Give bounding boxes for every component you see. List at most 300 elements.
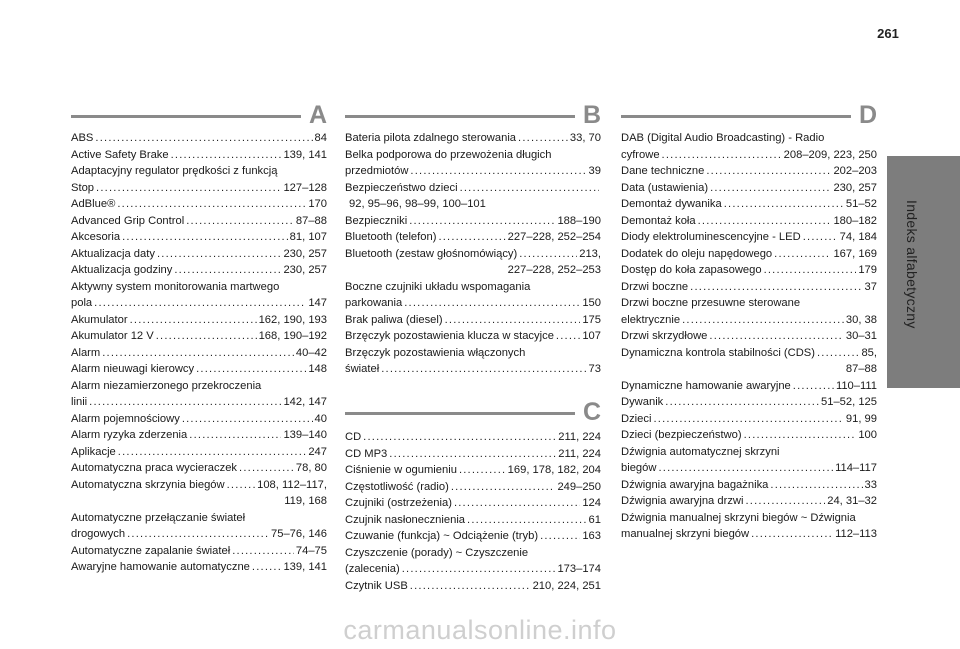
- dot-leader: [745, 493, 825, 510]
- entry-pages: 150: [582, 297, 601, 309]
- entry-pages: 40–42: [295, 346, 327, 359]
- entry-term: Dynamiczne hamowanie awaryjne: [621, 379, 791, 392]
- index-entry: [345, 545, 601, 578]
- index-entry: [345, 213, 601, 230]
- dot-leader: [239, 460, 294, 477]
- entry-pages: 175: [582, 313, 601, 326]
- index-entry: [71, 477, 327, 510]
- entry-row: [621, 411, 877, 428]
- entry-term-line: Belka podporowa do przewożenia długich: [345, 148, 552, 161]
- entry-pages: 110–111: [835, 379, 877, 392]
- entry-pages: 168, 190–192: [258, 330, 327, 342]
- entry-pages: 249–250: [557, 480, 601, 493]
- dot-leader: [438, 229, 505, 246]
- index-entry: [71, 378, 327, 411]
- index-entry: [71, 312, 327, 329]
- dot-leader: [174, 262, 281, 279]
- entry-pages: 188–190: [557, 214, 601, 227]
- index-entry: [621, 444, 877, 477]
- entry-row: [345, 528, 601, 545]
- entry-term: Dodatek do oleju napędowego: [621, 247, 773, 260]
- entry-term-line: Dźwignia manualnej skrzyni biegów ~ Dźwignia: [621, 511, 856, 524]
- index-list-a: [71, 130, 327, 576]
- entry-pages: 139–140: [283, 429, 327, 441]
- entry-term-line: Dźwignia automatycznej skrzyni: [621, 445, 780, 458]
- dot-leader: [89, 394, 281, 411]
- index-entry: [71, 229, 327, 246]
- entry-pages: 213,: [579, 247, 601, 260]
- entry-term: Czujnik nasłonecznienia: [345, 513, 466, 526]
- entry-term: Dywanik: [621, 396, 664, 408]
- dot-leader: [690, 279, 862, 296]
- entry-term: cyfrowe: [621, 148, 660, 161]
- entry-term: biegów: [621, 462, 657, 474]
- index-list-c: [345, 429, 601, 594]
- index-entry: [71, 196, 327, 213]
- dot-leader: [102, 345, 294, 362]
- entry-row: [345, 479, 601, 496]
- dot-leader: [156, 328, 257, 345]
- entry-row: [345, 246, 601, 263]
- entry-row: [621, 394, 877, 411]
- entry-term: Demontaż dywanika: [621, 198, 722, 210]
- dot-leader: [459, 462, 506, 479]
- index-entry: [345, 328, 601, 345]
- entry-row: [345, 429, 601, 446]
- page-number: 261: [877, 26, 899, 41]
- entry-pages: 170: [308, 198, 327, 210]
- entry-term-line: DAB (Digital Audio Broadcasting) - Radio: [621, 132, 825, 144]
- entry-term: drogowych: [71, 528, 126, 540]
- dot-leader: [389, 446, 556, 463]
- index-entry: [71, 246, 327, 263]
- dot-leader: [157, 246, 281, 263]
- dot-leader: [196, 361, 306, 378]
- entry-row: [621, 196, 877, 213]
- entry-pages: 114–117: [835, 462, 877, 474]
- entry-row: [71, 526, 327, 543]
- dot-leader: [706, 163, 831, 180]
- index-entry: [621, 246, 877, 263]
- entry-term: Akumulator 12 V: [71, 330, 154, 342]
- entry-row: [71, 328, 327, 345]
- index-entry: [621, 477, 877, 494]
- entry-term: Czuwanie (funkcja) ~ Odciążenie (tryb): [345, 530, 539, 542]
- entry-term-line: Boczne czujniki układu wspomagania: [345, 280, 531, 293]
- section-letter: D: [858, 101, 877, 129]
- entry-pages: 230, 257: [283, 247, 327, 260]
- index-entry: [71, 147, 327, 164]
- entry-pages: 230, 257: [283, 264, 327, 276]
- entry-row: [345, 578, 601, 595]
- dot-leader: [519, 246, 577, 263]
- entry-term: Częstotliwość (radio): [345, 480, 449, 493]
- entry-row: [621, 163, 877, 180]
- dot-leader: [381, 361, 586, 378]
- dot-leader: [709, 328, 843, 345]
- dot-leader: [710, 180, 831, 197]
- index-entry: [621, 196, 877, 213]
- dot-leader: [95, 130, 312, 147]
- index-entry: [71, 130, 327, 147]
- dot-leader: [817, 345, 859, 362]
- entry-pages: 227–228, 252–254: [507, 231, 601, 243]
- entry-pages: 91, 99: [845, 412, 877, 425]
- entry-term: Brak paliwa (diesel): [345, 313, 443, 326]
- index-entry: [345, 279, 601, 312]
- dot-leader: [540, 528, 580, 545]
- entry-row: [71, 477, 327, 494]
- entry-term: Dźwignia awaryjna drzwi: [621, 495, 744, 507]
- entry-term: Diody elektroluminescencyjne - LED: [621, 231, 801, 243]
- dot-leader: [182, 411, 313, 428]
- dot-leader: [94, 295, 306, 312]
- dot-leader: [744, 427, 857, 444]
- entry-row: [71, 559, 327, 576]
- entry-pages-continued: 227–228, 252–253: [507, 264, 601, 276]
- entry-row: [621, 477, 877, 494]
- index-entry: [621, 427, 877, 444]
- entry-row: [621, 213, 877, 230]
- entry-pages: 51–52: [845, 198, 877, 210]
- entry-pages: 85,: [861, 346, 877, 359]
- index-entry: [71, 411, 327, 428]
- dot-leader: [118, 444, 307, 461]
- dot-leader: [451, 479, 556, 496]
- entry-row: [71, 312, 327, 329]
- entry-pages: 40: [314, 412, 327, 425]
- entry-term: Automatyczna praca wycieraczek: [71, 462, 238, 474]
- entry-term: Automatyczne zapalanie świateł: [71, 544, 231, 557]
- entry-term: Active Safety Brake: [71, 148, 169, 161]
- entry-row: [621, 328, 877, 345]
- dot-leader: [171, 147, 282, 164]
- index-entry: [621, 493, 877, 510]
- entry-term-line: Aktywny system monitorowania martwego: [71, 280, 280, 293]
- entry-term: Czytnik USB: [345, 579, 408, 592]
- entry-pages-continued: 119, 168: [284, 495, 327, 507]
- entry-row: [621, 460, 877, 477]
- entry-term: parkowania: [345, 297, 403, 309]
- dot-leader: [363, 429, 556, 446]
- index-entry: [345, 180, 601, 213]
- entry-term: ABS: [71, 132, 94, 144]
- entry-row: [345, 180, 601, 197]
- entry-row: [345, 328, 601, 345]
- index-entry: [71, 345, 327, 362]
- entry-row: [345, 213, 601, 230]
- entry-row: [71, 213, 327, 230]
- entry-term: (zalecenia): [345, 563, 400, 575]
- entry-pages: 112–113: [835, 528, 877, 540]
- index-entry: [621, 394, 877, 411]
- index-entry: [621, 180, 877, 197]
- index-entry: [71, 460, 327, 477]
- entry-pages: 210, 224, 251: [532, 579, 601, 592]
- entry-pages: 74, 184: [839, 231, 877, 243]
- dot-leader: [130, 312, 257, 329]
- entry-pages: 211, 224: [558, 447, 601, 460]
- entry-pages: 30–31: [845, 330, 877, 342]
- entry-pages: 162, 190, 193: [258, 313, 327, 326]
- entry-term: Bateria pilota zdalnego sterowania: [345, 132, 517, 144]
- dot-leader: [454, 495, 580, 512]
- dot-leader: [803, 229, 838, 246]
- entry-term: Dane techniczne: [621, 165, 705, 177]
- section-a-header: [71, 103, 327, 129]
- entry-term: Aplikacje: [71, 445, 116, 458]
- entry-pages: 127–128: [283, 181, 327, 194]
- dot-leader: [117, 196, 306, 213]
- entry-term-line: Czyszczenie (porady) ~ Czyszczenie: [345, 546, 529, 559]
- entry-pages: 75–76, 146: [271, 528, 327, 540]
- index-entry: [345, 229, 601, 246]
- entry-pages: 179: [858, 264, 877, 276]
- section-c-header: [345, 400, 601, 426]
- entry-pages: 211, 224: [558, 431, 601, 443]
- entry-term: Dzieci (bezpieczeństwo): [621, 429, 742, 441]
- dot-leader: [96, 180, 281, 197]
- entry-row: [71, 295, 327, 312]
- entry-pages: 39: [588, 165, 601, 177]
- entry-term-line: Drzwi boczne przesuwne sterowane: [621, 297, 801, 309]
- entry-pages: 33: [864, 478, 877, 491]
- dot-leader: [724, 196, 844, 213]
- dot-leader: [556, 328, 580, 345]
- entry-pages: 37: [864, 280, 877, 293]
- entry-pages: 124: [582, 497, 601, 509]
- index-entry: [621, 378, 877, 395]
- entry-pages: 142, 147: [283, 396, 327, 408]
- entry-row: [621, 229, 877, 246]
- entry-term-line: Brzęczyk pozostawienia włączonych: [345, 346, 526, 359]
- entry-term: Bezpieczeństwo dzieci: [345, 181, 458, 194]
- entry-term: Alarm pojemnościowy: [71, 412, 180, 425]
- entry-pages: 147: [308, 297, 327, 309]
- index-entry: [621, 279, 877, 296]
- dot-leader: [409, 213, 555, 230]
- index-entry: [621, 262, 877, 279]
- dot-leader: [658, 460, 833, 477]
- index-entry: [345, 312, 601, 329]
- entry-row: [345, 163, 601, 180]
- entry-pages: 247: [308, 445, 327, 458]
- index-entry: [621, 411, 877, 428]
- entry-pages: 208–209, 223, 250: [783, 148, 877, 161]
- entry-term: Czujniki (ostrzeżenia): [345, 497, 452, 509]
- entry-pages-continued: 92, 95–96, 98–99, 100–101: [349, 198, 486, 210]
- index-entry: [621, 510, 877, 543]
- entry-row: [71, 427, 327, 444]
- section-letter: C: [582, 398, 601, 426]
- entry-row: [71, 543, 327, 560]
- index-entry: [345, 246, 601, 279]
- entry-term: Dynamiczna kontrola stabilności (CDS): [621, 346, 815, 359]
- entry-row: [345, 446, 601, 463]
- entry-term: Awaryjne hamowanie automatyczne: [71, 561, 250, 573]
- dot-leader: [232, 543, 294, 560]
- entry-row: [621, 180, 877, 197]
- entry-pages: 33, 70: [569, 132, 601, 144]
- entry-term: pola: [71, 297, 93, 309]
- entry-row: [71, 411, 327, 428]
- index-entry: [345, 130, 601, 147]
- entry-row: [621, 493, 877, 510]
- dot-leader: [662, 147, 782, 164]
- index-entry: [71, 213, 327, 230]
- entry-term: Alarm ryzyka zderzenia: [71, 429, 188, 441]
- index-entry: [621, 328, 877, 345]
- entry-term: Drzwi skrzydłowe: [621, 330, 708, 342]
- entry-pages: 202–203: [833, 165, 877, 177]
- entry-pages: 74–75: [295, 544, 327, 557]
- entry-term: Stop: [71, 181, 95, 194]
- entry-term: Aktualizacja daty: [71, 247, 155, 260]
- index-entry: [71, 510, 327, 543]
- index-entry: [345, 345, 601, 378]
- index-entry: [345, 479, 601, 496]
- dot-leader: [189, 427, 281, 444]
- entry-row: [345, 229, 601, 246]
- dot-leader: [410, 163, 586, 180]
- entry-term-line: Alarm niezamierzonego przekroczenia: [71, 379, 262, 392]
- entry-pages: 51–52, 125: [821, 396, 877, 408]
- entry-row: [345, 295, 601, 312]
- index-entry: [621, 163, 877, 180]
- dot-leader: [227, 477, 256, 494]
- dot-leader: [445, 312, 581, 329]
- dot-leader: [774, 246, 831, 263]
- index-entry: [71, 279, 327, 312]
- entry-term: Dostęp do koła zapasowego: [621, 264, 762, 276]
- entry-row: [71, 147, 327, 164]
- entry-row: [345, 495, 601, 512]
- entry-row: [621, 378, 877, 395]
- index-entry: [345, 429, 601, 446]
- entry-row: [71, 196, 327, 213]
- entry-row: [345, 130, 601, 147]
- entry-row: [621, 427, 877, 444]
- entry-term: Data (ustawienia): [621, 181, 709, 194]
- index-list-d: [621, 130, 877, 543]
- entry-term: Alarm: [71, 346, 101, 359]
- dot-leader: [460, 180, 599, 197]
- entry-row: [621, 147, 877, 164]
- index-entry: [345, 462, 601, 479]
- entry-row: [345, 312, 601, 329]
- entry-term: Akumulator: [71, 313, 128, 326]
- entry-pages: 148: [308, 363, 327, 375]
- entry-pages: 100: [858, 429, 877, 441]
- entry-term: Akcesoria: [71, 231, 121, 243]
- section-letter: A: [308, 101, 327, 129]
- entry-pages: 107: [582, 330, 601, 342]
- dot-leader: [751, 526, 833, 543]
- index-entry: [71, 444, 327, 461]
- dot-leader: [186, 213, 294, 230]
- entry-row: [621, 279, 877, 296]
- index-entry: [621, 295, 877, 328]
- dot-leader: [402, 561, 556, 578]
- index-entry: [71, 328, 327, 345]
- index-entry: [621, 229, 877, 246]
- dot-leader: [653, 411, 843, 428]
- dot-leader: [665, 394, 819, 411]
- side-tab-label: Indeks alfabetyczny: [904, 200, 920, 329]
- entry-term: Bezpieczniki: [345, 214, 408, 227]
- entry-row: [621, 262, 877, 279]
- entry-row: [71, 345, 327, 362]
- dot-leader: [410, 578, 531, 595]
- entry-row: [621, 312, 877, 329]
- entry-term-line: Automatyczne przełączanie świateł: [71, 511, 246, 524]
- section-rule: [345, 412, 575, 415]
- dot-leader: [518, 130, 568, 147]
- entry-pages: 139, 141: [283, 148, 327, 161]
- entry-term: Drzwi boczne: [621, 280, 689, 293]
- entry-row: [71, 444, 327, 461]
- entry-row: [345, 561, 601, 578]
- entry-pages: 73: [588, 363, 601, 375]
- entry-row: [345, 361, 601, 378]
- entry-pages: 24, 31–32: [827, 495, 877, 507]
- section-b-header: [345, 103, 601, 129]
- entry-row: [345, 462, 601, 479]
- dot-leader: [793, 378, 834, 395]
- dot-leader: [682, 312, 844, 329]
- entry-row: [71, 229, 327, 246]
- entry-term: Demontaż koła: [621, 214, 696, 227]
- entry-term: Dźwignia awaryjna bagażnika: [621, 478, 769, 491]
- entry-term: linii: [71, 396, 88, 408]
- entry-row: [621, 246, 877, 263]
- dot-leader: [122, 229, 288, 246]
- entry-row: [71, 180, 327, 197]
- entry-term: Alarm nieuwagi kierowcy: [71, 363, 195, 375]
- entry-pages: 84: [314, 132, 327, 144]
- entry-term: AdBlue®: [71, 198, 116, 210]
- section-rule: [345, 115, 575, 118]
- entry-pages: 230, 257: [833, 181, 877, 194]
- entry-pages: 30, 38: [845, 313, 877, 326]
- entry-pages: 61: [588, 513, 601, 526]
- entry-pages: 108, 112–117,: [257, 478, 327, 491]
- index-entry: [345, 512, 601, 529]
- section-d-header: [621, 103, 877, 129]
- entry-pages: 180–182: [833, 214, 877, 227]
- entry-row: [621, 526, 877, 543]
- index-entry: [71, 163, 327, 196]
- index-entry: [71, 262, 327, 279]
- entry-term-line: Adaptacyjny regulator prędkości z funkcją: [71, 165, 278, 177]
- entry-pages: 87–88: [295, 214, 327, 227]
- index-entry: [345, 578, 601, 595]
- entry-term: Automatyczna skrzynia biegów: [71, 478, 225, 491]
- entry-pages: 78, 80: [295, 462, 327, 474]
- index-entry: [621, 130, 877, 163]
- index-entry: [71, 361, 327, 378]
- entry-term: Bluetooth (telefon): [345, 231, 437, 243]
- index-entry: [345, 495, 601, 512]
- entry-term: Brzęczyk pozostawienia klucza w stacyjce: [345, 330, 554, 342]
- entry-row: [345, 512, 601, 529]
- section-rule: [621, 115, 851, 118]
- section-letter: B: [582, 101, 601, 129]
- dot-leader: [127, 526, 269, 543]
- entry-row: [71, 394, 327, 411]
- index-entry: [345, 147, 601, 180]
- dot-leader: [770, 477, 862, 494]
